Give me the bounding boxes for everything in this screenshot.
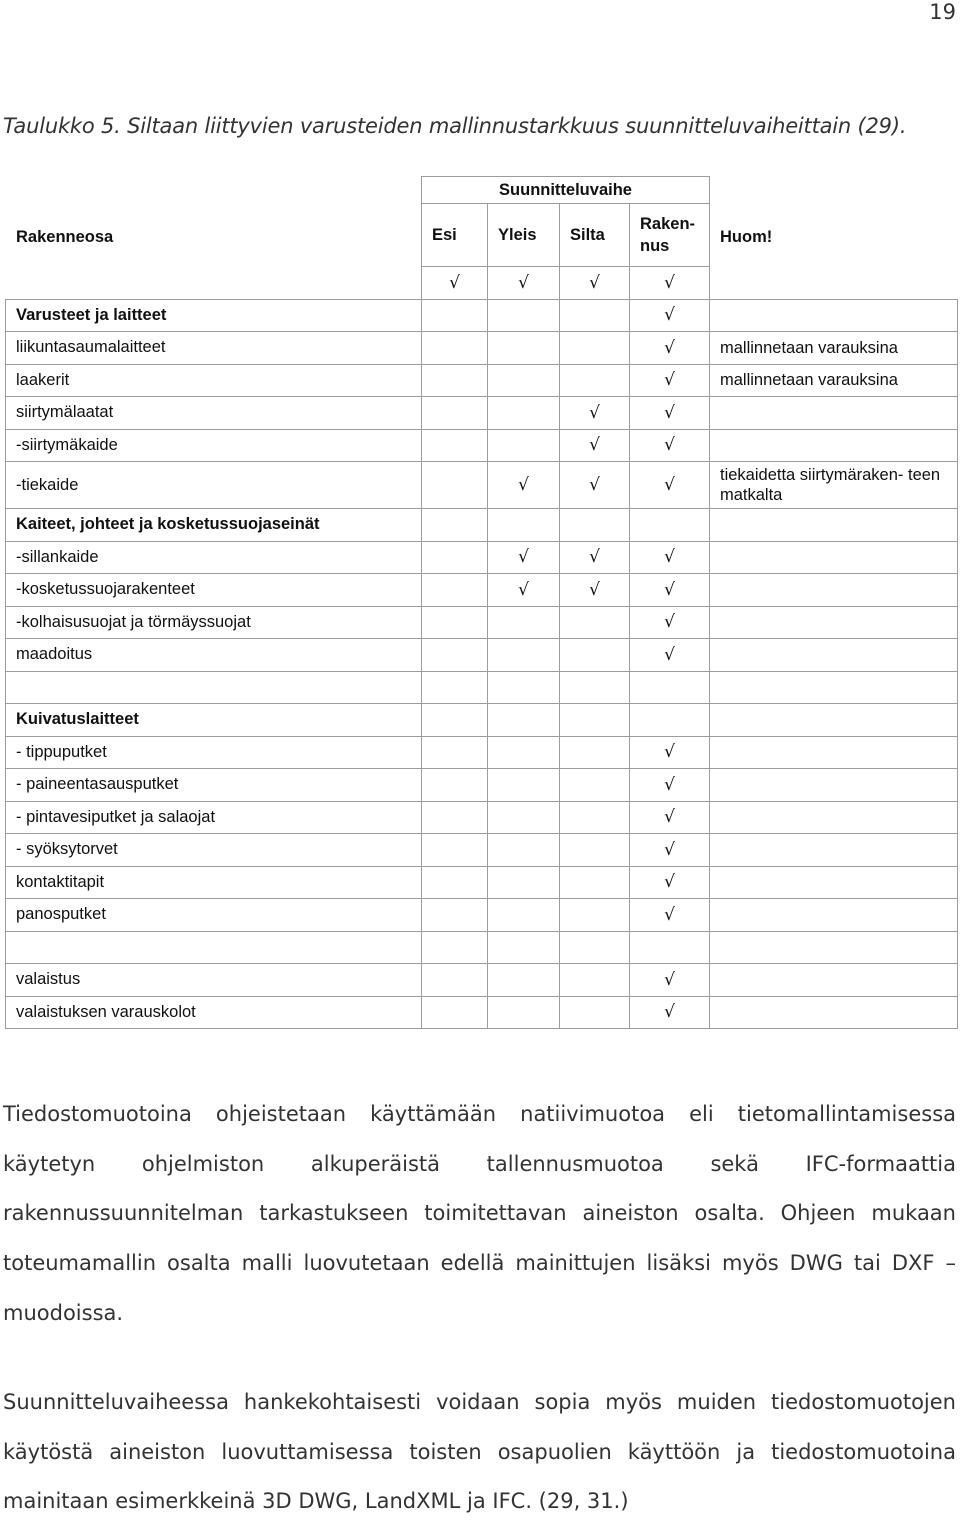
phase-check [560, 931, 630, 964]
table-row [6, 931, 958, 964]
phase-check [488, 736, 560, 769]
row-note: mallinnetaan varauksina [710, 332, 958, 365]
phase-check [488, 801, 560, 834]
table-row [6, 996, 958, 1029]
phase-check [422, 462, 488, 509]
row-label: -kolhaisusuojat ja törmäyssuojat [6, 606, 422, 639]
phase-check: √ [560, 574, 630, 607]
header-check: √ [488, 267, 560, 300]
row-label: -siirtymäkaide [6, 429, 422, 462]
table-row [6, 801, 958, 834]
phase-check [422, 509, 488, 542]
phase-check [560, 364, 630, 397]
phase-check [630, 671, 710, 704]
row-note [710, 866, 958, 899]
phase-check [422, 671, 488, 704]
phase-check [630, 704, 710, 737]
phase-check: √ [630, 606, 710, 639]
row-note [710, 899, 958, 932]
phase-check [560, 834, 630, 867]
phase-check: √ [630, 639, 710, 672]
row-note [710, 964, 958, 997]
phase-check [630, 509, 710, 542]
phase-check [560, 299, 630, 332]
phase-check [488, 964, 560, 997]
header-check: √ [630, 267, 710, 300]
header-phase-yleis: Yleis [488, 204, 560, 267]
phase-check [488, 397, 560, 430]
row-note [710, 834, 958, 867]
row-note [710, 704, 958, 737]
phase-check [422, 574, 488, 607]
row-label: liikuntasaumalaitteet [6, 332, 422, 365]
phase-check: √ [630, 574, 710, 607]
table-row [6, 364, 958, 397]
row-label: - paineentasausputket [6, 769, 422, 802]
row-label: kontaktitapit [6, 866, 422, 899]
phase-check [560, 332, 630, 365]
paragraph-2: Suunnitteluvaiheessa hankekohtaisesti voidaan sopia myös muiden tiedostomuotojen käytöstä aineiston luovuttamisessa toisten osapuolien käyttöön ja tiedostomuotoina mainitaan esimerkkeinä 3D DWG, LandXML ja IFC. (29, 31.) [3, 1390, 956, 1514]
table-row [6, 332, 958, 365]
phase-check: √ [560, 429, 630, 462]
table-row [6, 736, 958, 769]
row-label: - pintavesiputket ja salaojat [6, 801, 422, 834]
phase-check [488, 429, 560, 462]
phase-check: √ [488, 462, 560, 509]
header-row-group [6, 177, 958, 204]
phase-check: √ [630, 899, 710, 932]
phase-check [488, 931, 560, 964]
phase-check [422, 639, 488, 672]
phase-check [560, 704, 630, 737]
phase-check [560, 509, 630, 542]
table-row [6, 899, 958, 932]
table-caption: Taulukko 5. Siltaan liittyvien varusteiden mallinnustarkkuus suunnitteluvaiheittain (29). [3, 114, 907, 138]
phase-check [488, 769, 560, 802]
row-label: valaistuksen varauskolot [6, 996, 422, 1029]
phase-check [422, 299, 488, 332]
table-row [6, 866, 958, 899]
table-row [6, 541, 958, 574]
phase-check [422, 704, 488, 737]
phase-check [488, 364, 560, 397]
table-row [6, 606, 958, 639]
phase-check [488, 332, 560, 365]
phase-check: √ [560, 541, 630, 574]
row-label: panosputket [6, 899, 422, 932]
phase-check [488, 866, 560, 899]
phase-check [488, 996, 560, 1029]
header-phase-silta: Silta [560, 204, 630, 267]
phase-check [560, 606, 630, 639]
row-note [710, 606, 958, 639]
phase-check [560, 801, 630, 834]
phase-check [488, 606, 560, 639]
phase-check [422, 397, 488, 430]
table-row [6, 574, 958, 607]
phase-check [422, 931, 488, 964]
phase-check: √ [630, 462, 710, 509]
header-phase-rakennus: Raken- nus [630, 204, 710, 267]
phase-check [560, 736, 630, 769]
phase-check [560, 964, 630, 997]
row-note [710, 769, 958, 802]
table-row [6, 397, 958, 430]
row-note [710, 429, 958, 462]
phase-check [488, 639, 560, 672]
header-phase-group: Suunnitteluvaihe [422, 177, 710, 204]
row-label: -sillankaide [6, 541, 422, 574]
phase-check [422, 541, 488, 574]
row-label: - syöksytorvet [6, 834, 422, 867]
row-note [710, 574, 958, 607]
phase-check [560, 866, 630, 899]
row-note: tiekaidetta siirtymäraken- teen matkalta [710, 462, 958, 509]
row-note [710, 541, 958, 574]
table-row [6, 462, 958, 509]
row-label: maadoitus [6, 639, 422, 672]
row-note [710, 397, 958, 430]
phase-check [422, 606, 488, 639]
row-note [710, 299, 958, 332]
table-row [6, 964, 958, 997]
phase-check [560, 996, 630, 1029]
phase-check: √ [488, 541, 560, 574]
phase-check: √ [630, 866, 710, 899]
phase-check [488, 509, 560, 542]
phase-check [422, 736, 488, 769]
page-number: 19 [929, 0, 956, 24]
row-label [6, 671, 422, 704]
row-note [710, 996, 958, 1029]
row-label [6, 931, 422, 964]
phase-check [560, 639, 630, 672]
paragraph-1: Tiedostomuotoina ohjeistetaan käyttämään natiivimuotoa eli tietomallintamisessa käytetyn ohjelmiston alkuperäistä tallennusmuotoa sekä IFC-formaattia rakennussuunnitelman tarkastukseen toimitettavan aineiston osalta. Ohjeen mukaan toteumamallin osalta malli luovutetaan edellä mainittujen lisäksi myös DWG tai DXF – muodoissa. [3, 1102, 956, 1325]
phase-check: √ [630, 769, 710, 802]
phase-check [630, 931, 710, 964]
row-note: mallinnetaan varauksina [710, 364, 958, 397]
row-label: - tippuputket [6, 736, 422, 769]
phase-check [422, 801, 488, 834]
table-row [6, 429, 958, 462]
header-check: √ [560, 267, 630, 300]
row-note [710, 801, 958, 834]
header-check: √ [422, 267, 488, 300]
phase-check [488, 704, 560, 737]
phase-check: √ [560, 462, 630, 509]
phase-check: √ [560, 397, 630, 430]
header-phase-esi: Esi [422, 204, 488, 267]
phase-check: √ [630, 299, 710, 332]
phase-check [422, 332, 488, 365]
phase-check: √ [630, 364, 710, 397]
row-note [710, 509, 958, 542]
phase-check: √ [630, 332, 710, 365]
row-note [710, 671, 958, 704]
phase-check: √ [630, 834, 710, 867]
phase-check [422, 769, 488, 802]
header-note: Huom! [710, 177, 958, 300]
phase-check [560, 769, 630, 802]
row-label: -tiekaide [6, 462, 422, 509]
phase-check [488, 834, 560, 867]
phase-check [422, 866, 488, 899]
table-row [6, 671, 958, 704]
phase-check [422, 964, 488, 997]
phase-check: √ [630, 429, 710, 462]
row-label: laakerit [6, 364, 422, 397]
phase-check: √ [630, 964, 710, 997]
phase-check [422, 429, 488, 462]
phase-check [488, 899, 560, 932]
modeling-accuracy-table [5, 176, 958, 1029]
row-note [710, 736, 958, 769]
phase-check: √ [630, 996, 710, 1029]
row-label: Kuivatuslaitteet [6, 704, 422, 737]
phase-check: √ [488, 574, 560, 607]
phase-check: √ [630, 801, 710, 834]
phase-check: √ [630, 397, 710, 430]
table-row [6, 639, 958, 672]
phase-check [560, 899, 630, 932]
row-label: valaistus [6, 964, 422, 997]
row-label: -kosketussuojarakenteet [6, 574, 422, 607]
table-row [6, 299, 958, 332]
row-label: Varusteet ja laitteet [6, 299, 422, 332]
phase-check [488, 299, 560, 332]
phase-check: √ [630, 541, 710, 574]
table-row [6, 704, 958, 737]
row-label: Kaiteet, johteet ja kosketussuojaseinät [6, 509, 422, 542]
phase-check [488, 671, 560, 704]
phase-check [422, 834, 488, 867]
table-row [6, 509, 958, 542]
phase-check: √ [630, 736, 710, 769]
phase-check [422, 364, 488, 397]
phase-check [422, 899, 488, 932]
row-label: siirtymälaatat [6, 397, 422, 430]
header-part: Rakenneosa [6, 177, 422, 300]
phase-check [560, 671, 630, 704]
table-row [6, 769, 958, 802]
row-note [710, 639, 958, 672]
table-row [6, 834, 958, 867]
phase-check [422, 996, 488, 1029]
row-note [710, 931, 958, 964]
